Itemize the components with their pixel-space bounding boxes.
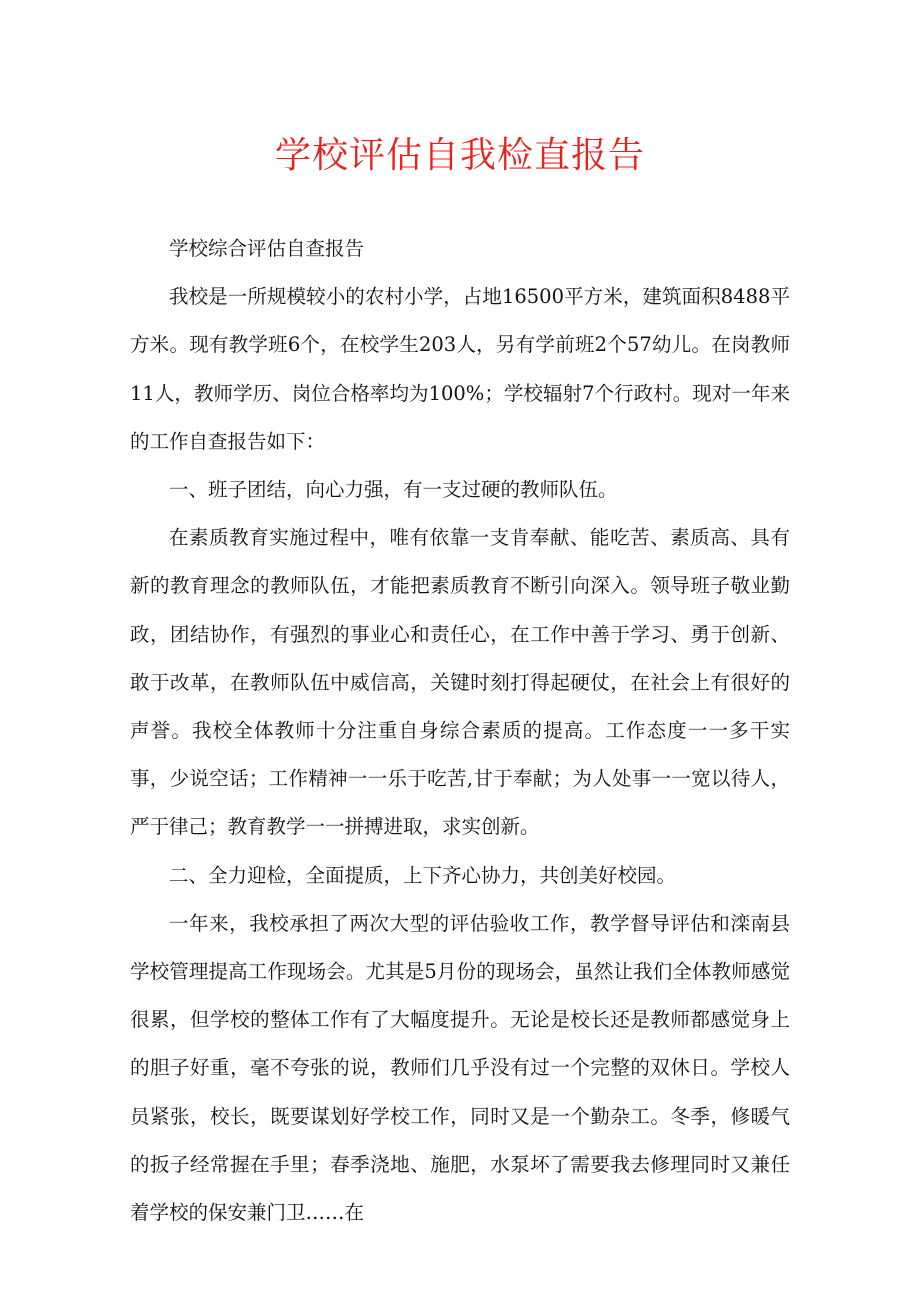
school-overview-paragraph: 我校是一所规模较小的农村小学，占地16500平方米，建筑面积8488平方米。现有教学班6个，在校学生203人，另有学前班2个57幼儿。在岗教师11人，教师学历、岗位合格率均为100%；学校辐射7个行政村。现对一年来的工作自查报告如下： bbox=[130, 285, 790, 453]
section-one-paragraph: 在素质教育实施过程中，唯有依靠一支肯奉献、能吃苦、素质高、具有新的教育理念的教师队伍，才能把素质教育不断引向深入。领导班子敬业勤政，团结协作，有强烈的事业心和责任心，在工作中善于学习、勇于创新、敢于改革，在教师队伍中威信高，关键时刻打得起硬仗，在社会上有很好的声誉。我校全体教师十分注重自身综合素质的提高。工作态度一一多干实事，少说空话；工作精神一一乐于吃苦,甘于奉献；为人处事一一宽以待人，严于律己；教育教学一一拼搏进取，求实创新。 bbox=[130, 526, 790, 839]
document-body bbox=[130, 225, 790, 1237]
report-subtitle-paragraph: 学校综合评估自查报告 bbox=[169, 237, 365, 260]
section-two-heading: 二、全力迎检，全面提质，上下齐心协力，共创美好校园。 bbox=[169, 863, 677, 887]
section-one-heading: 一、班子团结，向心力强，有一支过硬的教师队伍。 bbox=[169, 478, 618, 502]
section-two-paragraph: 一年来，我校承担了两次大型的评估验收工作，教学督导评估和滦南县学校管理提高工作现场会。尤其是5月份的现场会，虽然让我们全体教师感觉很累，但学校的整体工作有了大幅度提升。无论是校长还是教师都感觉身上的胆子好重，毫不夸张的说，教师们几乎没有过一个完整的双休日。学校人员紧张，校长，既要谋划好学校工作，同时又是一个勤杂工。冬季，修暖气的扳子经常握在手里；春季浇地、施肥，水泵坏了需要我去修理同时又兼任着学校的保安兼门卫……在 bbox=[130, 911, 790, 1225]
document-title: 学校评估自我检直报告 bbox=[274, 135, 645, 176]
